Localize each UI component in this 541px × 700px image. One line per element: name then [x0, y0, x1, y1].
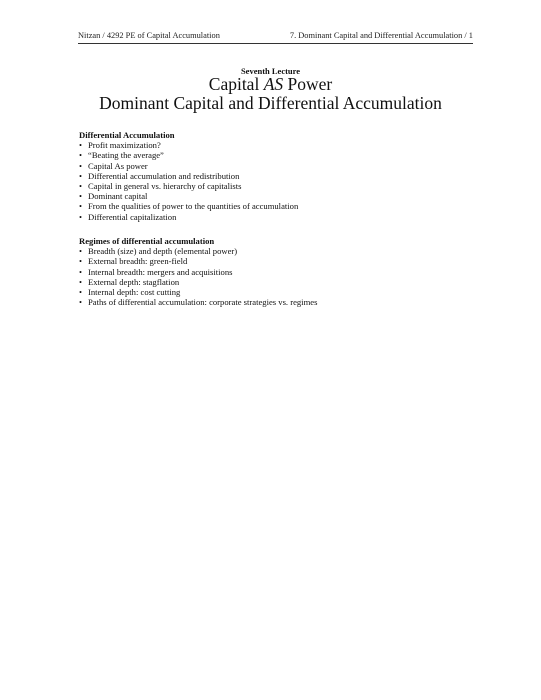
list-item-text: Capital As power [88, 160, 148, 171]
section-differential-accumulation [79, 130, 479, 222]
bullet-list [79, 140, 479, 222]
list-item [79, 267, 479, 277]
list-item [79, 287, 479, 297]
bullet-icon: • [79, 297, 83, 308]
list-item-text: Breadth (size) and depth (elemental power) [88, 246, 238, 257]
list-item-text: Profit maximization? [88, 140, 161, 151]
bullet-icon: • [79, 246, 83, 257]
list-item [79, 212, 479, 222]
title-text-end: Power [283, 74, 333, 94]
bullet-icon: • [79, 170, 83, 181]
section-heading: Differential Accumulation [79, 130, 175, 140]
bullet-icon: • [79, 276, 83, 287]
list-item [79, 246, 479, 256]
header-course-title: Nitzan / 4292 PE of Capital Accumulation [78, 31, 220, 40]
list-item [79, 171, 479, 181]
title-text-start: Capital [208, 74, 264, 94]
bullet-icon: • [79, 150, 83, 161]
list-item [79, 256, 479, 266]
bullet-icon: • [79, 287, 83, 298]
list-item-text: Internal breadth: mergers and acquisitions [88, 266, 233, 277]
list-item [79, 181, 479, 191]
list-item-text: External depth: stagflation [88, 276, 180, 287]
bullet-icon: • [79, 211, 83, 222]
header-divider [78, 43, 473, 44]
section-regimes [79, 236, 479, 307]
title-text-italic: AS [263, 74, 284, 94]
list-item-text: Internal depth: cost cutting [88, 287, 181, 298]
bullet-icon: • [79, 160, 83, 171]
header-page-label: 7. Dominant Capital and Differential Accumulation / 1 [289, 31, 473, 40]
bullet-icon: • [79, 181, 83, 192]
list-item [79, 297, 479, 307]
list-item [79, 191, 479, 201]
page-subtitle: Dominant Capital and Differential Accumulation [99, 93, 442, 113]
list-item-text: “Beating the average” [88, 150, 164, 161]
list-item [79, 277, 479, 287]
list-item [79, 201, 479, 211]
bullet-icon: • [79, 256, 83, 267]
list-item-text: From the qualities of power to the quantities of accumulation [88, 201, 299, 212]
list-item [79, 161, 479, 171]
list-item-text: External breadth: green-field [88, 256, 188, 267]
bullet-icon: • [79, 140, 83, 151]
bullet-list [79, 246, 479, 307]
list-item [79, 140, 479, 150]
list-item [79, 150, 479, 160]
bullet-icon: • [79, 191, 83, 202]
lecture-number: Seventh Lecture [240, 66, 301, 76]
list-item-text: Paths of differential accumulation: corporate strategies vs. regimes [88, 297, 318, 308]
list-item-text: Dominant capital [88, 191, 148, 202]
bullet-icon: • [79, 266, 83, 277]
section-heading: Regimes of differential accumulation [79, 236, 215, 246]
list-item-text: Capital in general vs. hierarchy of capitalists [88, 181, 242, 192]
list-item-text: Differential accumulation and redistribution [88, 170, 240, 181]
list-item-text: Differential capitalization [88, 211, 177, 222]
bullet-icon: • [79, 201, 83, 212]
